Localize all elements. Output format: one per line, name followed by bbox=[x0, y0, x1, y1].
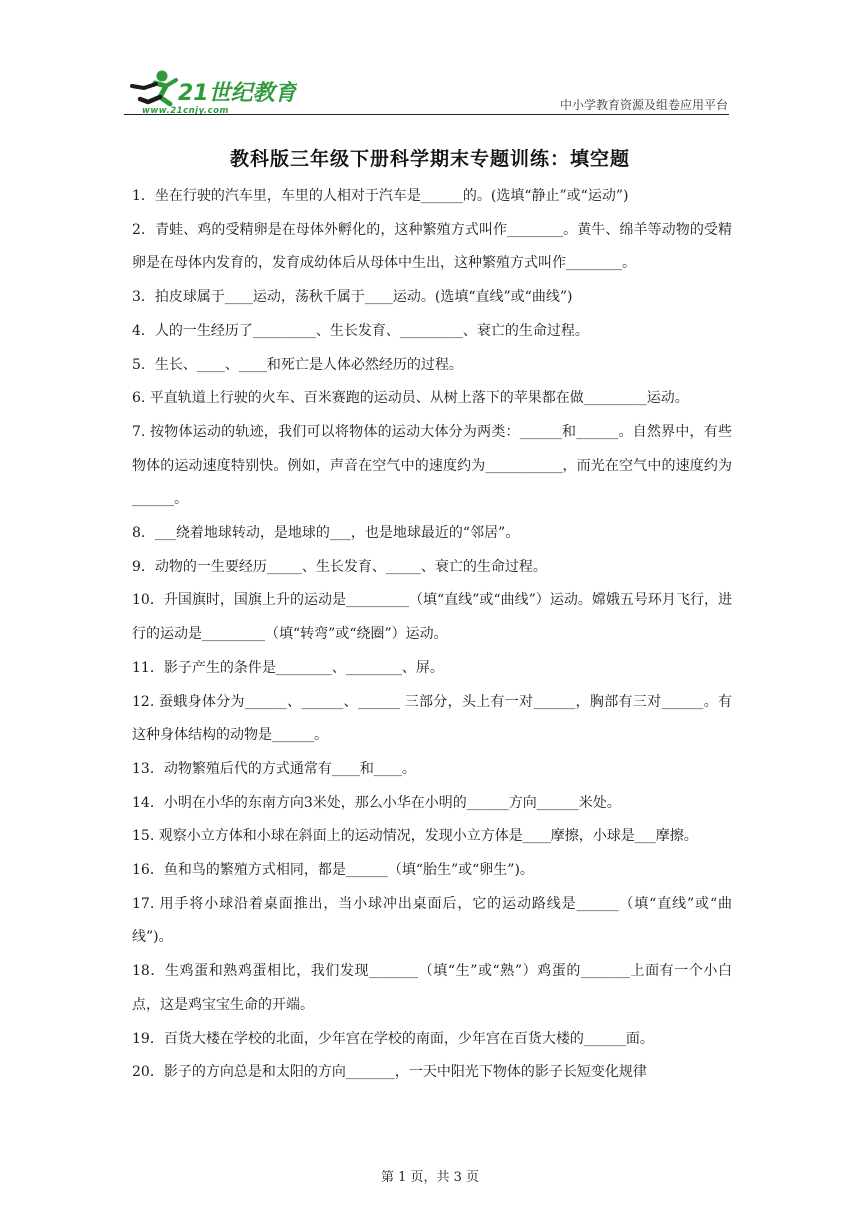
question-item: 9．动物的一生要经历_____、生长发育、_____、衰亡的生命过程。 bbox=[132, 558, 547, 575]
question-item: 5．生长、____、____和死亡是人体必然经历的过程。 bbox=[132, 356, 463, 373]
question-item: 10．升国旗时，国旗上升的运动是_________（填“直线”或“曲线”）运动。嫦娥五号环月飞行，进行的运动是_________（填“转弯”或“绕圈”）运动。 bbox=[132, 592, 732, 643]
page-header bbox=[0, 0, 860, 120]
question-item: 12. 蚕蛾身体分为______、______、______ 三部分，头上有一对______，胸部有三对______。有这种身体结构的动物是______。 bbox=[132, 693, 732, 744]
question-item: 20．影子的方向总是和太阳的方向_______，一天中阳光下物体的影子长短变化规律 bbox=[132, 1064, 647, 1081]
page-number: 第 1 页，共 3 页 bbox=[380, 1170, 480, 1185]
logo bbox=[122, 66, 297, 116]
question-item: 15. 观察小立方体和小球在斜面上的运动情况，发现小立方体是____摩擦，小球是___摩擦。 bbox=[132, 828, 698, 845]
question-item: 16．鱼和鸟的繁殖方式相同，都是______（填“胎生”或“卵生”)。 bbox=[132, 862, 534, 879]
runner-logo-icon bbox=[122, 66, 297, 116]
question-item: 4．人的一生经历了_________、生长发育、_________、衰亡的生命过程。 bbox=[132, 322, 589, 339]
question-item: 2．青蛙、鸡的受精卵是在母体外孵化的，这种繁殖方式叫作________。黄牛、绵羊等动物的受精卵是在母体内发育的，发育成幼体后从母体中生出，这种繁殖方式叫作________。 bbox=[132, 221, 732, 272]
question-item: 14．小明在小华的东南方向3米处，那么小华在小明的______方向______米处。 bbox=[132, 794, 621, 811]
question-item: 1．坐在行驶的汽车里，车里的人相对于汽车是______的。(选填“静止”或“运动”) bbox=[132, 188, 629, 204]
question-item: 19．百货大楼在学校的北面，少年宫在学校的南面，少年宫在百货大楼的______面。 bbox=[132, 1030, 654, 1047]
logo-url: www.21cnjy.com bbox=[142, 106, 229, 116]
question-item: 3．拍皮球属于____运动，荡秋千属于____运动。(选填“直线”或“曲线”) bbox=[132, 289, 573, 306]
question-item: 6. 平直轨道上行驶的火车、百米赛跑的运动员、从树上落下的苹果都在做_________运动。 bbox=[132, 390, 689, 407]
question-item: 17. 用手将小球沿着桌面推出，当小球冲出桌面后，它的运动路线是______（填“直线”或“曲线”)。 bbox=[132, 895, 732, 946]
question-item: 18．生鸡蛋和熟鸡蛋相比，我们发现_______（填“生”或“熟”）鸡蛋的_______上面有一个小白点，这是鸡宝宝生命的开端。 bbox=[132, 963, 732, 1013]
question-item: 7. 按物体运动的轨迹，我们可以将物体的运动大体分为两类：______和______。自然界中，有些物体的运动速度特别快。例如，声音在空气中的速度约为___________，而光在空气中的速度约为______。 bbox=[132, 423, 732, 508]
platform-name: 中小学教育资源及组卷应用平台 bbox=[559, 98, 728, 112]
document-title: 教科版三年级下册科学期末专题训练：填空题 bbox=[229, 148, 630, 170]
logo-text: 21世纪教育 bbox=[178, 81, 297, 106]
question-item: 8．___绕着地球转动，是地球的___，也是地球最近的“邻居”。 bbox=[132, 525, 520, 542]
question-list bbox=[132, 180, 732, 1090]
question-item: 11．影子产生的条件是________、________、屏。 bbox=[132, 659, 444, 676]
header-divider bbox=[124, 114, 729, 115]
question-item: 13．动物繁殖后代的方式通常有____和____。 bbox=[132, 760, 416, 777]
